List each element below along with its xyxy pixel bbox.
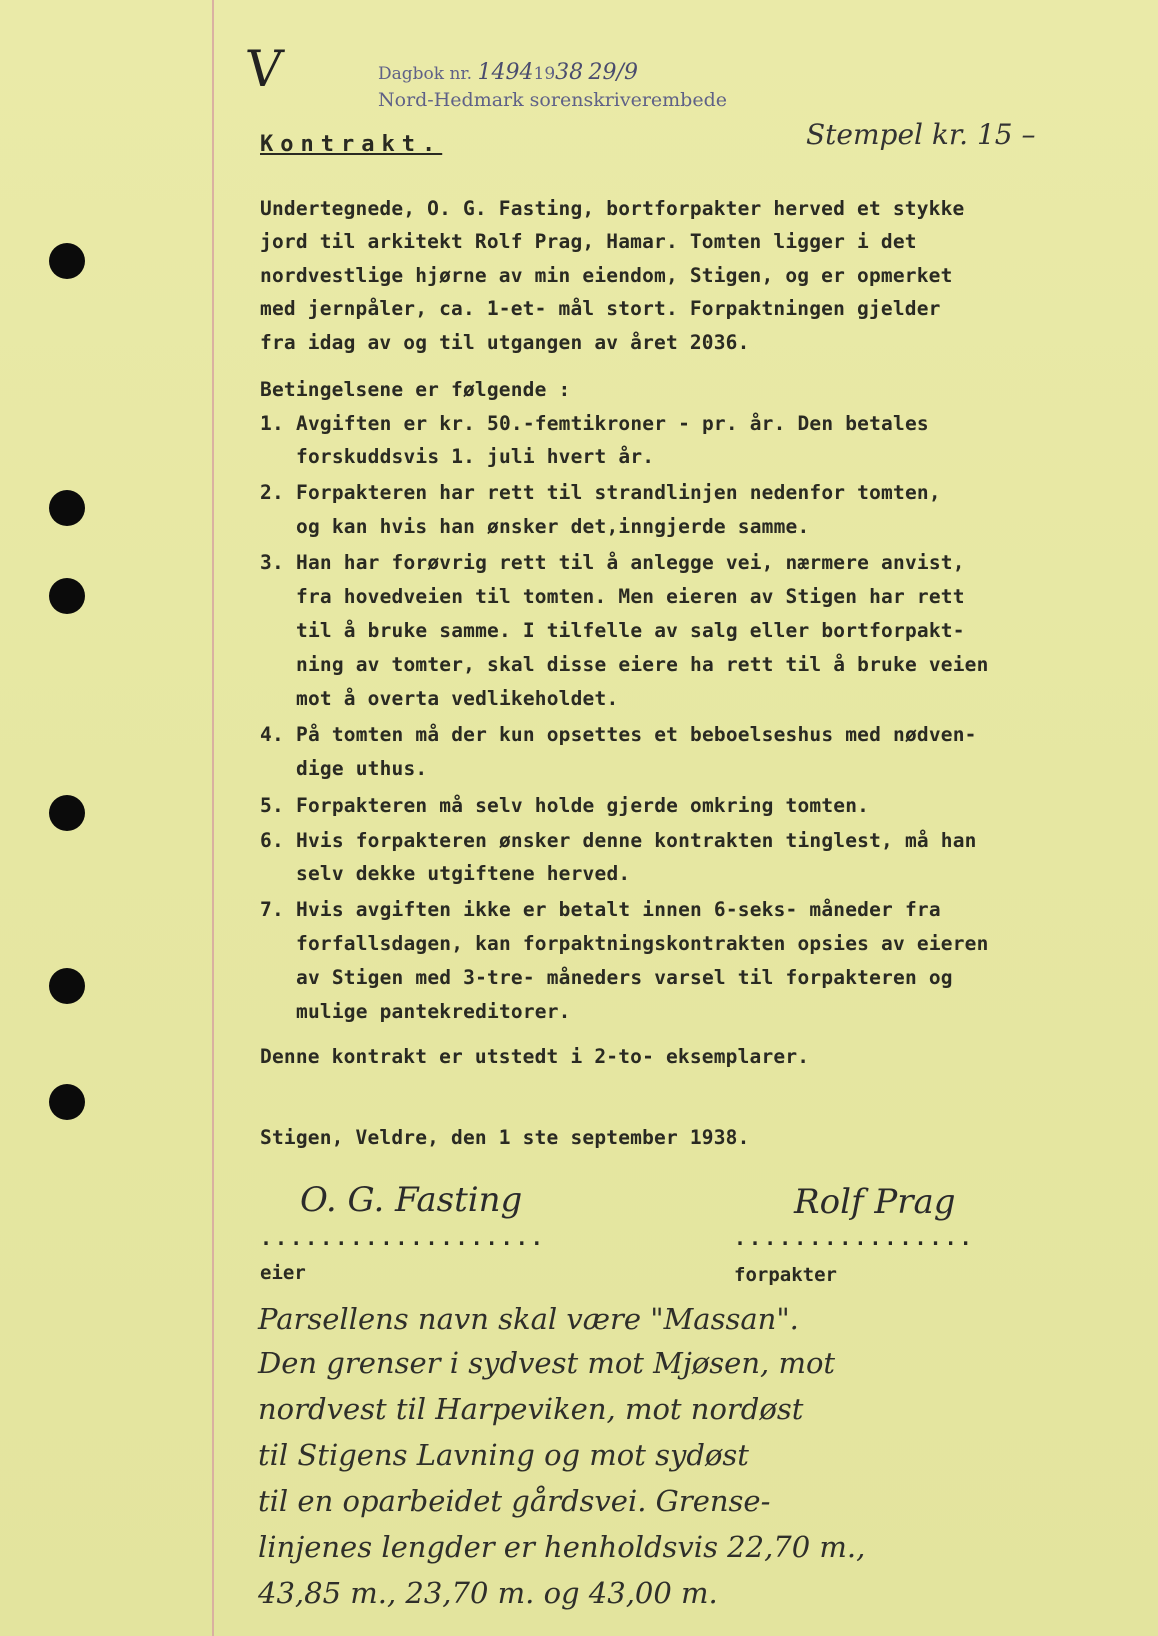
- condition-number: 7.: [260, 898, 284, 921]
- condition-line: Hvis forpakteren ønsker denne kontrakten tinglest, må han: [296, 829, 977, 852]
- stamp-number: 1494: [477, 60, 534, 85]
- condition-number: 2.: [260, 481, 284, 504]
- stamp-date: 29/9: [588, 60, 638, 85]
- punch-hole: [49, 795, 85, 831]
- condition-line: av Stigen med 3-tre- måneders varsel til forpakteren og: [296, 966, 953, 989]
- punch-hole: [49, 968, 85, 1004]
- punch-hole: [49, 243, 85, 279]
- document-title: Kontrakt.: [260, 132, 443, 157]
- stamp-prefix: Dagbok nr.: [378, 64, 473, 84]
- punch-hole: [49, 578, 85, 614]
- handwritten-line: Parsellens navn skal være "Massan".: [258, 1302, 799, 1336]
- condition-line: Forpakteren må selv holde gjerde omkring tomten.: [296, 794, 870, 817]
- signature-line-left: ...................: [260, 1226, 546, 1250]
- condition-line: selv dekke utgiftene herved.: [296, 862, 631, 885]
- tenant-label: forpakter: [734, 1264, 837, 1286]
- condition-line: På tomten må der kun opsettes et beboelseshus med nødven-: [296, 723, 977, 746]
- punch-hole: [49, 1084, 85, 1120]
- condition-number: 3.: [260, 551, 284, 574]
- stamp-year-prefix: 19: [533, 64, 556, 84]
- condition-line: mulige pantekreditorer.: [296, 1000, 571, 1023]
- condition-number: 1.: [260, 412, 284, 435]
- condition-line: til å bruke samme. I tilfelle av salg eller bortforpakt-: [296, 619, 965, 642]
- place-date: Stigen, Veldre, den 1 ste september 1938.: [260, 1126, 750, 1149]
- owner-label: eier: [260, 1262, 306, 1284]
- stamp-office: Nord-Hedmark sorenskriverembede: [378, 89, 727, 111]
- handwritten-line: Den grenser i sydvest mot Mjøsen, mot: [258, 1346, 836, 1380]
- intro-line: Undertegnede, O. G. Fasting, bortforpakter herved et stykke: [260, 197, 965, 220]
- handwritten-line: til en oparbeidet gårdsvei. Grense-: [258, 1484, 771, 1518]
- registry-stamp: [378, 60, 727, 111]
- intro-line: med jernpåler, ca. 1-et- mål stort. Forpaktningen gjelder: [260, 297, 941, 320]
- punch-hole: [49, 490, 85, 526]
- condition-line: Avgiften er kr. 50.-femtikroner - pr. år. Den betales: [296, 412, 929, 435]
- condition-line: mot å overta vedlikeholdet.: [296, 687, 619, 710]
- condition-number: 6.: [260, 829, 284, 852]
- intro-line: nordvestlige hjørne av min eiendom, Stigen, og er opmerket: [260, 264, 953, 287]
- condition-line: dige uthus.: [296, 757, 428, 780]
- tenant-signature: Rolf Prag: [794, 1182, 956, 1222]
- condition-line: forskuddsvis 1. juli hvert år.: [296, 445, 655, 468]
- copies-statement: Denne kontrakt er utstedt i 2-to- eksemplarer.: [260, 1045, 810, 1068]
- condition-line: Forpakteren har rett til strandlinjen nedenfor tomten,: [296, 481, 941, 504]
- handwritten-line: nordvest til Harpeviken, mot nordøst: [258, 1392, 804, 1426]
- condition-line: fra hovedveien til tomten. Men eieren av Stigen har rett: [296, 585, 965, 608]
- conditions-heading: Betingelsene er følgende :: [260, 378, 571, 401]
- condition-line: forfallsdagen, kan forpaktningskontrakten opsies av eieren: [296, 932, 989, 955]
- intro-line: jord til arkitekt Rolf Prag, Hamar. Tomten ligger i det: [260, 230, 917, 253]
- condition-line: og kan hvis han ønsker det,inngjerde samme.: [296, 515, 810, 538]
- intro-line: fra idag av og til utgangen av året 2036.: [260, 331, 750, 354]
- condition-line: Hvis avgiften ikke er betalt innen 6-seks- måneder fra: [296, 898, 941, 921]
- condition-line: ning av tomter, skal disse eiere ha rett til å bruke veien: [296, 653, 989, 676]
- checkmark: V: [242, 40, 286, 98]
- signature-line-right: ................: [734, 1226, 975, 1250]
- condition-line: Han har forøvrig rett til å anlegge vei, nærmere anvist,: [296, 551, 965, 574]
- owner-signature: O. G. Fasting: [300, 1180, 523, 1220]
- stamp-duty-note: Stempel kr. 15 –: [806, 118, 1036, 151]
- handwritten-line: 43,85 m., 23,70 m. og 43,00 m.: [258, 1576, 718, 1610]
- handwritten-line: linjenes lengder er henholdsvis 22,70 m.,: [258, 1530, 866, 1564]
- margin-line: [212, 0, 214, 1636]
- condition-number: 5.: [260, 794, 284, 817]
- condition-number: 4.: [260, 723, 284, 746]
- handwritten-line: til Stigens Lavning og mot sydøst: [258, 1438, 749, 1472]
- stamp-year-suffix: 38: [555, 60, 584, 85]
